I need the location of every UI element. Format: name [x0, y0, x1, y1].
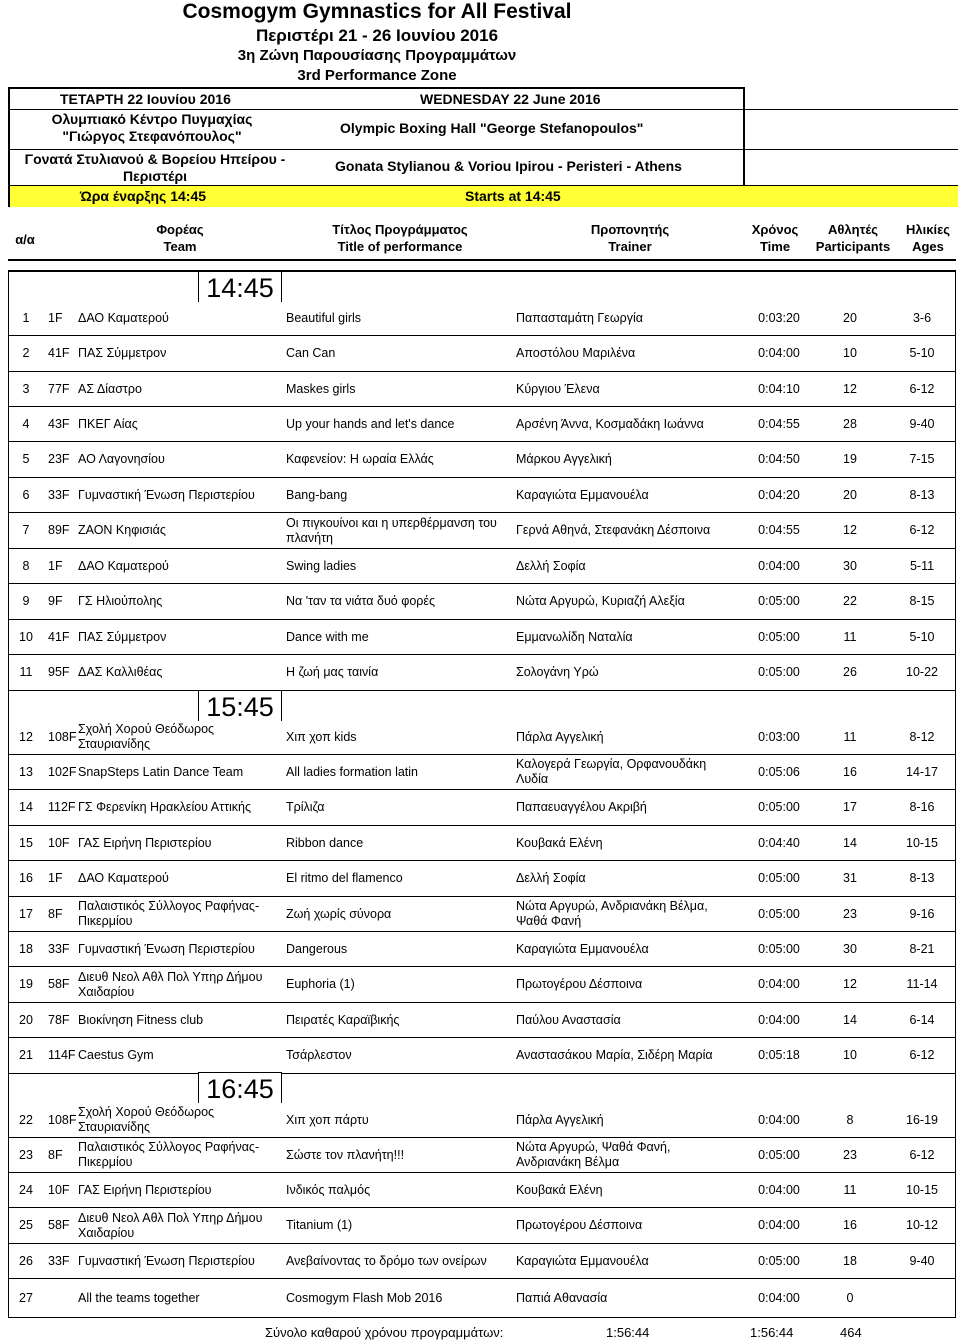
cell-time: 0:05:18: [758, 1048, 800, 1062]
cell-title: Πειρατές Καραϊβικής: [286, 1012, 400, 1027]
cell-team: ΑΣ Δίαστρο: [78, 381, 142, 396]
cell-time: 0:04:00: [758, 1112, 800, 1127]
cell-team: Caestus Gym: [78, 1048, 154, 1062]
cell-trainer: Πρωτογέρου Δέσποινα: [516, 977, 643, 991]
cell-team: ΔΑΟ Καματερού: [78, 310, 169, 325]
cell-trainer: Κουβακά Ελένη: [516, 835, 603, 850]
venue-gr: Ολυμπιακό Κέντρο Πυγμαχίας "Γιώργος Στεφανόπουλος": [51, 111, 253, 144]
cell-ages: 8-12: [909, 729, 935, 744]
cell-ages: 6-14: [909, 1012, 935, 1027]
table-row: [8, 442, 956, 478]
start-en: Starts at 14:45: [465, 188, 561, 204]
table-row: [8, 407, 956, 442]
cell-time: 0:04:55: [758, 416, 800, 431]
cell-ages: 6-12: [909, 1147, 935, 1162]
cell-title: Beautiful girls: [286, 310, 362, 325]
cell-trainer: Νώτα Αργυρώ, Κυριαζή Αλεξία: [516, 594, 685, 608]
cell-code: 23F: [48, 452, 70, 466]
cell-title: All ladies formation latin: [286, 764, 419, 779]
table-row: [8, 478, 956, 513]
cell-team: SnapSteps Latin Dance Team: [78, 764, 244, 779]
col-participants: Αθλητές Participants: [815, 222, 891, 254]
session-time: 14:45: [198, 271, 282, 302]
cell-ages: 9-40: [909, 416, 935, 431]
cell-team: ΓΣ Φερενίκη Ηρακλείου Αττικής: [78, 800, 252, 814]
cell-code: 33F: [48, 1253, 70, 1268]
cell-code: 1F: [48, 558, 63, 573]
cell-part: 20: [843, 487, 857, 502]
cell-part: 22: [843, 594, 857, 608]
cell-title: Euphoria (1): [286, 977, 355, 991]
cell-team: ΓΑΣ Ειρήνη Περιστερίου: [78, 1182, 212, 1197]
cell-trainer: Κουβακά Ελένη: [516, 1182, 603, 1197]
cell-code: 9F: [48, 594, 63, 608]
cell-team: ΠΑΣ Σύμμετρον: [78, 346, 167, 360]
cell-title: Up your hands and let's dance: [286, 416, 455, 431]
cell-ages: 8-21: [909, 941, 935, 956]
cell-team: ΠΚΕΓ Αίας: [78, 416, 138, 431]
cell-title: Τρίλιζα: [286, 800, 325, 814]
cell-team: Σχολή Χορού Θεόδωρος Σταυριανίδης: [78, 722, 215, 751]
cell-time: 0:03:00: [758, 729, 800, 744]
cell-part: 12: [843, 523, 857, 537]
cell-ages: 10-15: [906, 1182, 938, 1197]
cell-time: 0:04:00: [758, 1218, 800, 1232]
cell-team: Παλαιστικός Σύλλογος Ραφήνας-Πικερμίου: [78, 899, 260, 928]
cell-code: 43F: [48, 416, 70, 431]
cell-code: 102F: [48, 764, 77, 779]
footer-net-time: 1:56:44: [606, 1325, 650, 1340]
cell-ages: 6-12: [909, 523, 935, 537]
cell-part: 14: [843, 835, 857, 850]
festival-title: Cosmogym Gymnastics for All Festival: [182, 0, 572, 23]
cell-part: 11: [843, 1182, 857, 1197]
cell-num: 25: [19, 1218, 33, 1232]
col-time: Χρόνος Time: [751, 222, 799, 254]
cell-team: ΖΑΟΝ Κηφισιάς: [78, 523, 166, 537]
table-row: [8, 301, 956, 336]
cell-trainer: Γερνά Αθηνά, Στεφανάκη Δέσποινα: [516, 523, 711, 537]
cell-code: 8F: [48, 1147, 63, 1162]
cell-ages: 7-15: [909, 452, 935, 466]
cell-part: 16: [843, 1218, 857, 1232]
cell-part: 10: [843, 1048, 857, 1062]
cell-ages: 8-13: [909, 871, 935, 885]
table-row: [8, 755, 956, 790]
cell-time: 0:05:00: [758, 800, 800, 814]
cell-num: 15: [19, 835, 33, 850]
cell-part: 16: [843, 764, 857, 779]
cell-part: 8: [846, 1112, 854, 1127]
cell-ages: 6-12: [909, 1048, 935, 1062]
cell-ages: [888, 1279, 956, 1317]
cell-num: 6: [22, 487, 30, 502]
table-row: [8, 655, 956, 691]
cell-title: Dangerous: [286, 941, 348, 956]
cell-part: 28: [843, 416, 857, 431]
address-gr: Γονατά Στυλιανού & Βορείου Ηπείρου - Περιστέρι: [24, 151, 286, 184]
cell-num: 2: [22, 346, 30, 360]
cell-num: 10: [19, 629, 33, 644]
cell-team: ΓΣ Ηλιούπολης: [78, 594, 163, 608]
cell-title: Χιπ χοπ kids: [286, 729, 357, 744]
cell-ages: 16-19: [906, 1112, 938, 1127]
cell-time: 0:03:20: [758, 310, 800, 325]
table-row: [8, 584, 956, 620]
footer-total-time: 1:56:44: [750, 1325, 794, 1340]
table-row: [8, 1138, 956, 1173]
table-row: [8, 826, 956, 861]
table-row: [8, 1208, 956, 1244]
cell-trainer: Δελλή Σοφία: [516, 558, 586, 573]
cell-part: 12: [843, 977, 857, 991]
start-gr: Ώρα έναρξης 14:45: [80, 188, 207, 204]
col-title: Τίτλος Προγράμματος Title of performance: [332, 222, 468, 254]
col-trainer: Προπονητής Trainer: [590, 222, 670, 254]
cell-title: Οι πιγκουίνοι και η υπερθέρμανση του πλανήτη: [286, 515, 497, 545]
cell-part: 30: [843, 558, 857, 573]
cell-ages: 8-16: [909, 800, 935, 814]
cell-trainer: Παύλου Αναστασία: [516, 1012, 621, 1027]
cell-part: 19: [843, 452, 857, 466]
cell-title: Ζωή χωρίς σύνορα: [286, 906, 392, 921]
cell-team: All the teams together: [78, 1290, 200, 1305]
cell-title: Titanium (1): [286, 1218, 353, 1232]
cell-ages: 10-22: [906, 665, 938, 679]
cell-trainer: Καραγιώτα Εμμανουέλα: [516, 487, 649, 502]
table-row: [8, 932, 956, 967]
table-row: [8, 336, 956, 372]
cell-trainer: Νώτα Αργυρώ, Ψαθά Φανή, Ανδριανάκη Βέλμα: [516, 1140, 671, 1169]
cell-part: 20: [843, 310, 857, 325]
cell-team: Παλαιστικός Σύλλογος Ραφήνας-Πικερμίου: [78, 1140, 260, 1169]
cell-team: Διευθ Νεολ Αθλ Πολ Υπηρ Δήμου Χαιδαρίου: [78, 1210, 263, 1240]
cell-title: El ritmo del flamenco: [286, 871, 403, 885]
cell-num: 23: [19, 1147, 33, 1162]
cell-trainer: Καραγιώτα Εμμανουέλα: [516, 1253, 649, 1268]
cell-team: Γυμναστική Ένωση Περιστερίου: [78, 1253, 255, 1268]
cell-num: 21: [19, 1048, 33, 1062]
cell-code: 108F: [48, 729, 77, 744]
cell-ages: 11-14: [906, 977, 938, 991]
cell-part: 12: [843, 381, 857, 396]
cell-team: Βιοκίνηση Fitness club: [78, 1012, 204, 1027]
cell-code: 108F: [48, 1112, 77, 1127]
cell-title: Να 'ταν τα νιάτα δυό φορές: [286, 594, 435, 608]
cell-part: 26: [843, 665, 857, 679]
cell-part: 10: [843, 346, 857, 360]
cell-trainer: Εμμανωλίδη Ναταλία: [516, 629, 633, 644]
table-row: [8, 549, 956, 584]
session-time: 16:45: [198, 1072, 282, 1103]
cell-num: 22: [19, 1112, 33, 1127]
cell-time: 0:05:00: [758, 906, 800, 921]
cell-num: 24: [19, 1182, 33, 1197]
cell-team: ΓΑΣ Ειρήνη Περιστερίου: [78, 835, 212, 850]
cell-ages: 9-40: [909, 1253, 935, 1268]
cell-time: 0:04:00: [758, 346, 800, 360]
cell-num: 3: [22, 381, 30, 396]
cell-num: 26: [19, 1253, 33, 1268]
cell-trainer: Καλογερά Γεωργία, Ορφανουδάκη Λυδία: [516, 757, 707, 786]
cell-ages: 8-15: [909, 594, 935, 608]
cell-num: 27: [19, 1290, 33, 1305]
cell-part: 17: [843, 800, 857, 814]
day-en: WEDNESDAY 22 June 2016: [420, 91, 601, 107]
cell-team: ΔΑΣ Καλλιθέας: [78, 665, 163, 679]
cell-title: Ινδικός παλμός: [286, 1182, 371, 1197]
cell-code: 10F: [48, 1182, 70, 1197]
cell-trainer: Δελλή Σοφία: [516, 871, 586, 885]
cell-part: 11: [843, 729, 857, 744]
cell-ages: 10-12: [906, 1218, 938, 1232]
table-row: [8, 1279, 956, 1318]
cell-title: Bang-bang: [286, 487, 348, 502]
cell-part: 18: [843, 1253, 857, 1268]
cell-num: 19: [19, 977, 33, 991]
cell-time: 0:05:00: [758, 629, 800, 644]
cell-time: 0:05:00: [758, 1253, 800, 1268]
cell-part: 30: [843, 941, 857, 956]
cell-trainer: Νώτα Αργυρώ, Ανδριανάκη Βέλμα, Ψαθά Φανή: [516, 899, 708, 928]
event-info-box: [8, 87, 745, 207]
cell-time: 0:05:00: [758, 941, 800, 956]
cell-ages: 6-12: [909, 381, 935, 396]
zone-title-gr: 3η Ζώνη Παρουσίασης Προγραμμάτων: [237, 47, 517, 64]
address-en: Gonata Stylianou & Voriou Ipirou - Peristeri - Athens: [335, 158, 682, 174]
cell-ages: 10-15: [906, 835, 938, 850]
header-divider: [8, 259, 956, 261]
cell-num: 1: [22, 310, 30, 325]
day-gr: ΤΕΤΑΡΤΗ 22 Ιουνίου 2016: [60, 91, 231, 107]
cell-part: 14: [843, 1012, 857, 1027]
cell-num: 11: [19, 665, 33, 679]
cell-time: 0:04:20: [758, 487, 800, 502]
cell-part: 0: [846, 1290, 854, 1305]
cell-team: Σχολή Χορού Θεόδωρος Σταυριανίδης: [78, 1105, 215, 1134]
festival-dates: Περιστέρι 21 - 26 Ιουνίου 2016: [255, 26, 499, 45]
cell-code: 10F: [48, 835, 70, 850]
cell-trainer: Αρσένη Άννα, Κοσμαδάκη Ιωάννα: [516, 416, 704, 431]
cell-num: 8: [22, 558, 30, 573]
cell-team: Διευθ Νεολ Αθλ Πολ Υπηρ Δήμου Χαιδαρίου: [78, 969, 263, 999]
cell-num: 13: [19, 764, 33, 779]
cell-code: 114F: [48, 1048, 76, 1062]
cell-title: Swing ladies: [286, 558, 357, 573]
cell-ages: 5-10: [909, 346, 935, 360]
cell-trainer: Μάρκου Αγγελική: [516, 452, 612, 466]
cell-trainer: Αποστόλου Μαριλένα: [516, 346, 636, 360]
cell-trainer: Καραγιώτα Εμμανουέλα: [516, 941, 649, 956]
cell-title: Maskes girls: [286, 381, 356, 396]
table-row: [8, 967, 956, 1003]
cell-ages: 5-11: [909, 558, 935, 573]
table-row: [8, 1103, 956, 1138]
cell-part: 31: [843, 871, 857, 885]
col-team: Φορέας Team: [156, 222, 204, 254]
cell-team: ΑΟ Λαγονησίου: [78, 452, 165, 466]
cell-code: 95F: [48, 665, 70, 679]
cell-trainer: Παπασταμάτη Γεωργία: [516, 310, 644, 325]
cell-time: 0:05:06: [758, 764, 800, 779]
table-row: [8, 1173, 956, 1208]
cell-trainer: Πάρλα Αγγελική: [516, 1112, 604, 1127]
table-row: [8, 790, 956, 826]
cell-part: 23: [843, 906, 857, 921]
cell-num: 4: [22, 416, 30, 431]
table-row: [8, 861, 956, 897]
cell-title: Καφενείον: Η ωραία Ελλάς: [286, 452, 434, 466]
cell-ages: 8-13: [909, 487, 935, 502]
cell-time: 0:04:50: [758, 452, 800, 466]
cell-code: 89F: [48, 523, 70, 537]
cell-trainer: Σολογάνη Υρώ: [516, 665, 599, 679]
cell-team: Γυμναστική Ένωση Περιστερίου: [78, 941, 255, 956]
cell-trainer: Πρωτογέρου Δέσποινα: [516, 1218, 643, 1232]
cell-title: Dance with me: [286, 629, 369, 644]
cell-num: 18: [19, 941, 33, 956]
cell-code: 33F: [48, 487, 70, 502]
cell-team: Γυμναστική Ένωση Περιστερίου: [78, 487, 255, 502]
table-row: [8, 513, 956, 549]
cell-ages: 9-16: [909, 906, 935, 921]
cell-num: 7: [22, 523, 30, 537]
cell-num: 9: [22, 594, 30, 608]
col-num: α/α: [15, 232, 35, 247]
venue-en: Olympic Boxing Hall "George Stefanopoulos": [340, 120, 644, 136]
table-row: [8, 1003, 956, 1038]
table-row: [8, 897, 956, 932]
cell-team: ΔΑΟ Καματερού: [78, 871, 169, 885]
cell-time: 0:04:00: [758, 977, 800, 991]
cell-title: Can Can: [286, 346, 336, 360]
cell-code: 41F: [48, 346, 70, 360]
cell-time: 0:04:55: [758, 523, 800, 537]
cell-title: Ribbon dance: [286, 835, 364, 850]
table-row: [8, 620, 956, 655]
cell-trainer: Παπιά Αθανασία: [516, 1290, 608, 1305]
cell-trainer: Πάρλα Αγγελική: [516, 729, 604, 744]
cell-time: 0:04:40: [758, 835, 800, 850]
cell-title: Cosmogym Flash Mob 2016: [286, 1290, 443, 1305]
session-time: 15:45: [198, 690, 282, 721]
cell-code: 78F: [48, 1012, 70, 1027]
cell-num: 20: [19, 1012, 33, 1027]
cell-part: 23: [843, 1147, 857, 1162]
cell-code: 58F: [48, 1218, 70, 1232]
cell-trainer: Αναστασάκου Μαρία, Σιδέρη Μαρία: [516, 1048, 713, 1062]
table-row: [8, 372, 956, 407]
table-row: [8, 720, 956, 755]
cell-ages: 14-17: [906, 764, 938, 779]
cell-code: 58F: [48, 977, 70, 991]
cell-code: 1F: [48, 310, 63, 325]
cell-code: 33F: [48, 941, 70, 956]
cell-num: 12: [19, 729, 33, 744]
cell-time: 0:05:00: [758, 665, 800, 679]
cell-code: 8F: [48, 906, 63, 921]
cell-part: 11: [843, 629, 857, 644]
cell-ages: 3-6: [912, 310, 932, 325]
cell-num: 14: [19, 800, 33, 814]
footer-total-participants: 464: [840, 1325, 862, 1340]
cell-trainer: Παπαευαγγέλου Ακριβή: [516, 800, 647, 814]
cell-code: 112F: [48, 800, 76, 814]
cell-code: 77F: [48, 381, 70, 396]
zone-title-en: 3rd Performance Zone: [297, 67, 457, 84]
cell-title: Ανεβαίνοντας το δρόμο των ονείρων: [286, 1253, 487, 1268]
cell-time: 0:05:00: [758, 594, 800, 608]
cell-time: 0:04:00: [758, 558, 800, 573]
cell-code: 41F: [48, 629, 70, 644]
cell-title: Χιπ χοπ πάρτυ: [286, 1112, 369, 1127]
cell-time: 0:05:00: [758, 1147, 800, 1162]
cell-time: 0:04:00: [758, 1012, 800, 1027]
cell-num: 16: [19, 871, 33, 885]
cell-num: 17: [19, 906, 33, 921]
cell-num: 5: [22, 452, 30, 466]
footer-label: Σύνολο καθαρού χρόνου προγραμμάτων:: [265, 1325, 504, 1340]
table-row: [8, 1038, 956, 1074]
col-ages: Ηλικίες Ages: [905, 222, 951, 254]
cell-title: Σώστε τον πλανήτη!!!: [286, 1147, 405, 1162]
cell-title: Η ζωή μας ταινία: [286, 665, 379, 679]
cell-title: Τσάρλεστον: [286, 1048, 352, 1062]
cell-time: 0:05:00: [758, 871, 800, 885]
cell-code: 1F: [48, 871, 63, 885]
cell-time: 0:04:00: [758, 1182, 800, 1197]
cell-time: 0:04:10: [758, 381, 800, 396]
cell-team: ΔΑΟ Καματερού: [78, 558, 169, 573]
cell-time: 0:04:00: [758, 1290, 800, 1305]
cell-trainer: Κύργιου Έλενα: [516, 381, 600, 396]
table-row: [8, 1244, 956, 1279]
cell-team: ΠΑΣ Σύμμετρον: [78, 629, 167, 644]
cell-ages: 5-10: [909, 629, 935, 644]
